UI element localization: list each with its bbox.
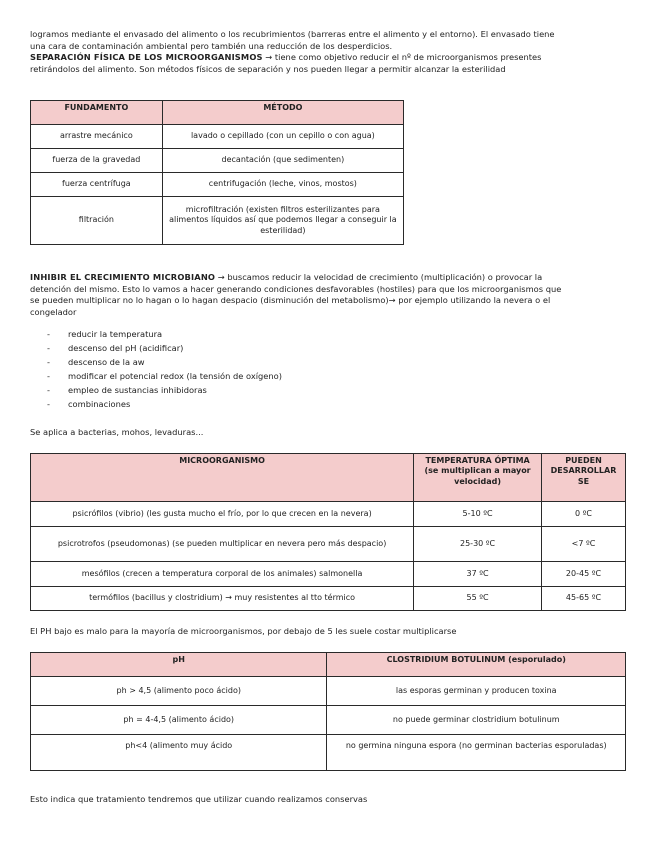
list-item (47, 397, 282, 411)
table-cell: 20-45 ºC (542, 562, 626, 587)
list-item (47, 383, 282, 397)
table-cell: decantación (que sedimenten) (162, 149, 403, 173)
separacion-text-1: → tiene como objetivo reducir el nº de microorganismos presentes (262, 52, 542, 63)
table-cell: 25-30 ºC (414, 527, 542, 562)
inhibir-text-2: detención del mismo. Esto lo vamos a hacer generando condiciones desfavorables (hostiles) para que los microorganismos que (30, 283, 562, 294)
table-row (31, 735, 626, 771)
table-cell: lavado o cepillado (con un cepillo o con agua) (162, 125, 403, 149)
list-item-text: descenso de la aw (68, 357, 145, 367)
table-row (31, 587, 626, 611)
dash-marker: - (47, 357, 50, 367)
table-cell: 37 ºC (414, 562, 542, 587)
header-fundamento: FUNDAMENTO (31, 101, 163, 125)
table-cell: las esporas germinan y producen toxina (327, 677, 626, 706)
list-item (47, 369, 282, 383)
table-cell: 45-65 ºC (542, 587, 626, 611)
header-microorganismo: MICROORGANISMO (31, 454, 414, 502)
intro-line-1: logramos mediante el envasado del alimento o los recubrimientos (barreras entre el alimento y el entorno). El envasado tiene (30, 29, 555, 39)
table-row (31, 706, 626, 735)
list-item-text: empleo de sustancias inhibidoras (68, 385, 207, 395)
table-cell: fuerza de la gravedad (31, 149, 163, 173)
header-clostridium: CLOSTRIDIUM BOTULINUM (esporulado) (327, 653, 626, 677)
table-cell: no germina ninguna espora (no germinan bacterias esporuladas) (327, 735, 626, 771)
table-cell: filtración (31, 197, 163, 245)
table-row (31, 149, 404, 173)
inhibir-text-3: se pueden multiplicar no lo hagan o lo hagan despacio (disminución del metabolismo)→ por ejemplo utilizando la nevera o el (30, 295, 551, 306)
header-pueden-desarrollarse: PUEDEN DESARROLLAR SE (542, 454, 626, 502)
dash-marker: - (47, 329, 50, 339)
separacion-text-2: retirándolos del alimento. Son métodos físicos de separación y nos pueden llegar a permitir alcanzar la esterilidad (30, 63, 506, 74)
closing-text: Esto indica que tratamiento tendremos que utilizar cuando realizamos conservas (30, 794, 368, 804)
intro-paragraph (30, 29, 626, 75)
header-metodo: MÉTODO (162, 101, 403, 125)
table-cell: 5-10 ºC (414, 502, 542, 527)
list-item (47, 341, 282, 355)
table-cell: ph > 4,5 (alimento poco ácido) (31, 677, 327, 706)
table-cell: microfiltración (existen filtros esterilizantes para alimentos líquidos así que podemos llegar a conseguir la esterilidad) (162, 197, 403, 245)
table-cell: fuerza centrífuga (31, 173, 163, 197)
table-cell: centrifugación (leche, vinos, mostos) (162, 173, 403, 197)
inhibir-heading: INHIBIR EL CRECIMIENTO MICROBIANO (30, 272, 216, 282)
dash-marker: - (47, 399, 50, 409)
ph-clostridium-table (30, 652, 626, 771)
table-cell: arrastre mecánico (31, 125, 163, 149)
inhibir-paragraph (30, 272, 626, 318)
table-cell: mesófilos (crecen a temperatura corporal de los animales) salmonella (31, 562, 414, 587)
table-header-row (31, 101, 404, 125)
table-cell: 0 ºC (542, 502, 626, 527)
table-cell: psicrófilos (vibrio) (les gusta mucho el frío, por lo que crecen en la nevera) (31, 502, 414, 527)
table-row (31, 197, 404, 245)
ph-text: El PH bajo es malo para la mayoría de microorganismos, por debajo de 5 les suele costar multiplicarse (30, 626, 457, 636)
header-temperatura: TEMPERATURA ÓPTIMA (se multiplican a mayor velocidad) (414, 454, 542, 502)
dash-marker: - (47, 343, 50, 353)
table-row (31, 562, 626, 587)
intro-line-2: una cara de contaminación ambiental pero también una reducción de los desperdicios. (30, 40, 393, 51)
dash-marker: - (47, 371, 50, 381)
list-item-text: combinaciones (68, 399, 131, 409)
list-item-text: reducir la temperatura (68, 329, 163, 339)
inhibir-text-1: → buscamos reducir la velocidad de crecimiento (multiplicación) o provocar la (215, 272, 543, 282)
table-row (31, 677, 626, 706)
table-row (31, 125, 404, 149)
table-row (31, 502, 626, 527)
table-row (31, 527, 626, 562)
table-row (31, 173, 404, 197)
list-item-text: descenso del pH (acidificar) (68, 343, 184, 353)
table-cell: <7 ºC (542, 527, 626, 562)
header-ph: pH (31, 653, 327, 677)
separacion-heading: SEPARACIÓN FÍSICA DE LOS MICROORGANISMOS (30, 52, 263, 63)
aplica-text: Se aplica a bacterias, mohos, levaduras... (30, 427, 204, 437)
separation-methods-table (30, 100, 404, 245)
table-cell: ph<4 (alimento muy ácido (31, 735, 327, 771)
table-cell: psicrotrofos (pseudomonas) (se pueden multiplicar en nevera pero más despacio) (31, 527, 414, 562)
list-item (47, 327, 282, 341)
inhibir-text-4: congelador (30, 306, 77, 317)
list-item-text: modificar el potencial redox (la tensión de oxígeno) (68, 371, 282, 381)
conditions-list (47, 327, 282, 411)
table-cell: 55 ºC (414, 587, 542, 611)
microorganism-temperature-table (30, 453, 626, 611)
table-cell: ph = 4-4,5 (alimento ácido) (31, 706, 327, 735)
list-item (47, 355, 282, 369)
dash-marker: - (47, 385, 50, 395)
table-header-row (31, 454, 626, 502)
table-cell: no puede germinar clostridium botulinum (327, 706, 626, 735)
table-cell: termófilos (bacillus y clostridium) → muy resistentes al tto térmico (31, 587, 414, 611)
table-header-row (31, 653, 626, 677)
